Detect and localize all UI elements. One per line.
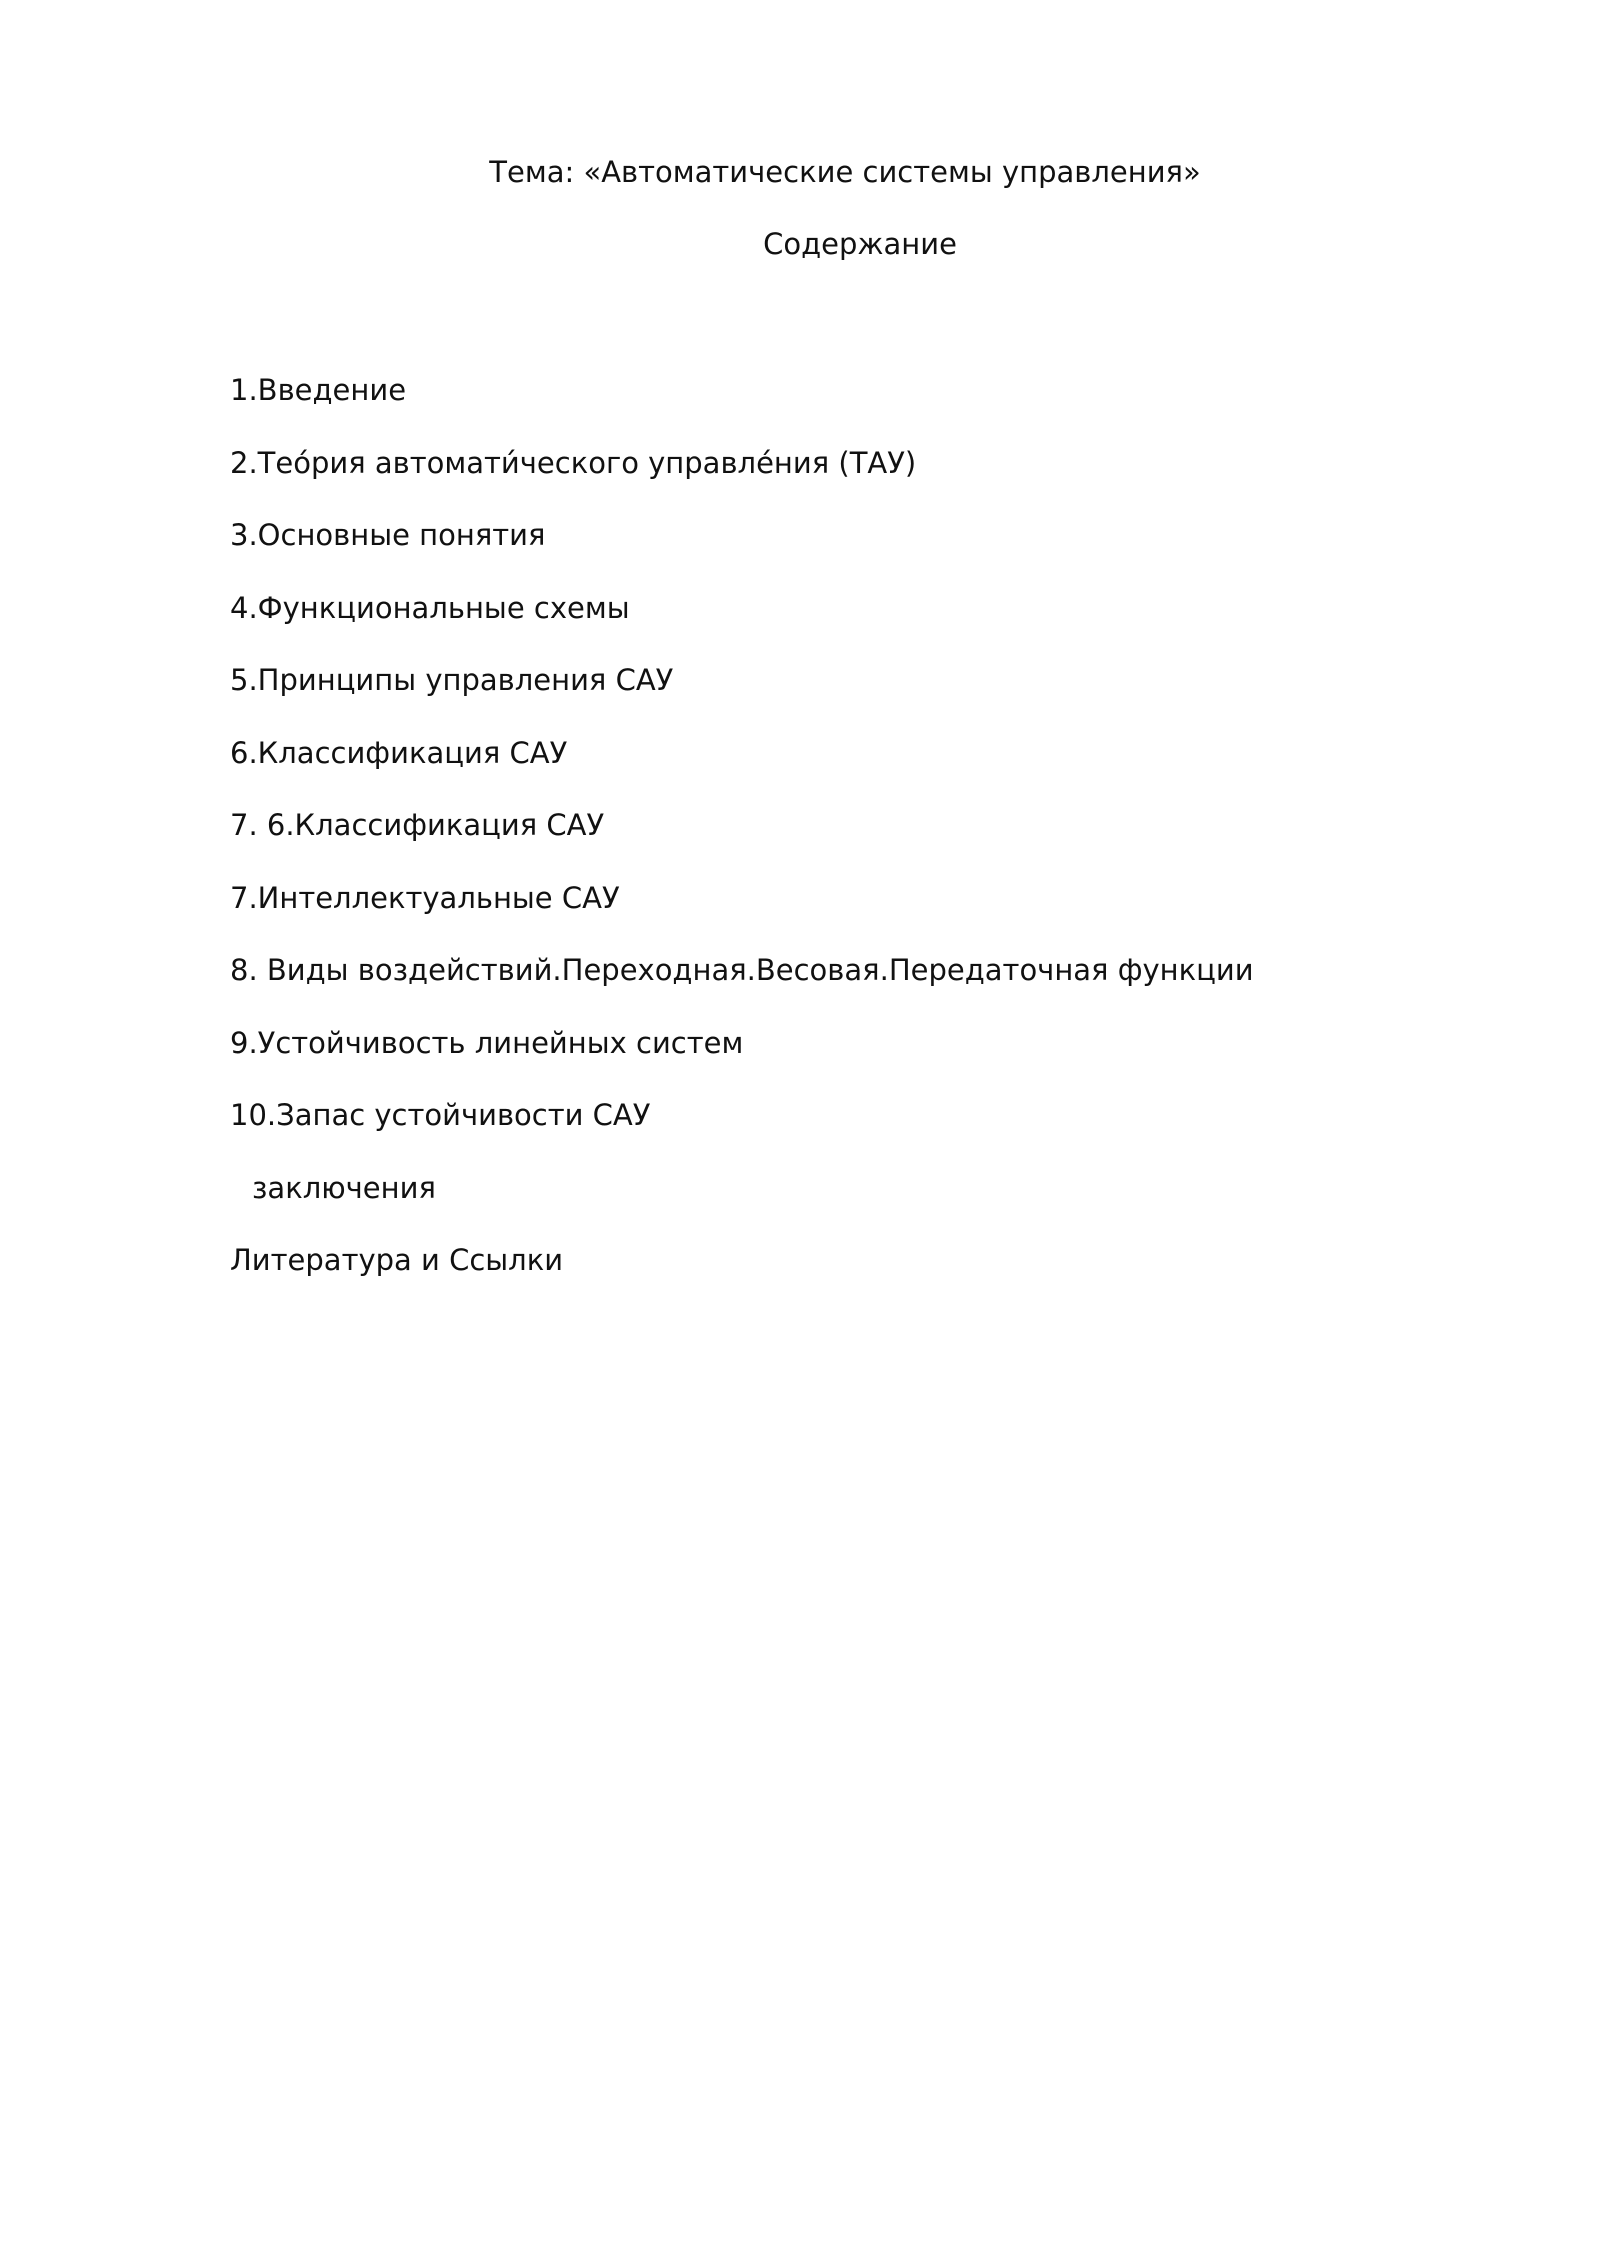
toc-item: Литература и Ссылки (230, 1243, 564, 1277)
contents-heading: Содержание (763, 227, 957, 261)
toc-item: 5.Принципы управления САУ (230, 663, 674, 697)
toc-item: 6.Классификация САУ (230, 735, 568, 770)
toc-item: 8. Виды воздействий.Переходная.Весовая.Передаточная функции (230, 953, 1254, 987)
toc-item: 7. 6.Классификация САУ (230, 808, 605, 842)
toc-item: 3.Основные понятия (230, 518, 546, 552)
toc-item: 9.Устойчивость линейных систем (230, 1025, 744, 1060)
toc-item: 10.Запас устойчивости САУ (230, 1098, 651, 1132)
toc-item: заключения (252, 1170, 436, 1205)
document-title: Тема: «Автоматические системы управления» (489, 155, 1201, 189)
toc-item: 2.Тео́рия автомати́ческого управле́ния (ТАУ) (230, 445, 917, 480)
toc-item: 7.Интеллектуальные САУ (230, 880, 620, 915)
toc-item: 1.Введение (230, 373, 407, 407)
table-of-contents (230, 370, 1254, 1313)
toc-item: 4.Функциональные схемы (230, 590, 630, 625)
